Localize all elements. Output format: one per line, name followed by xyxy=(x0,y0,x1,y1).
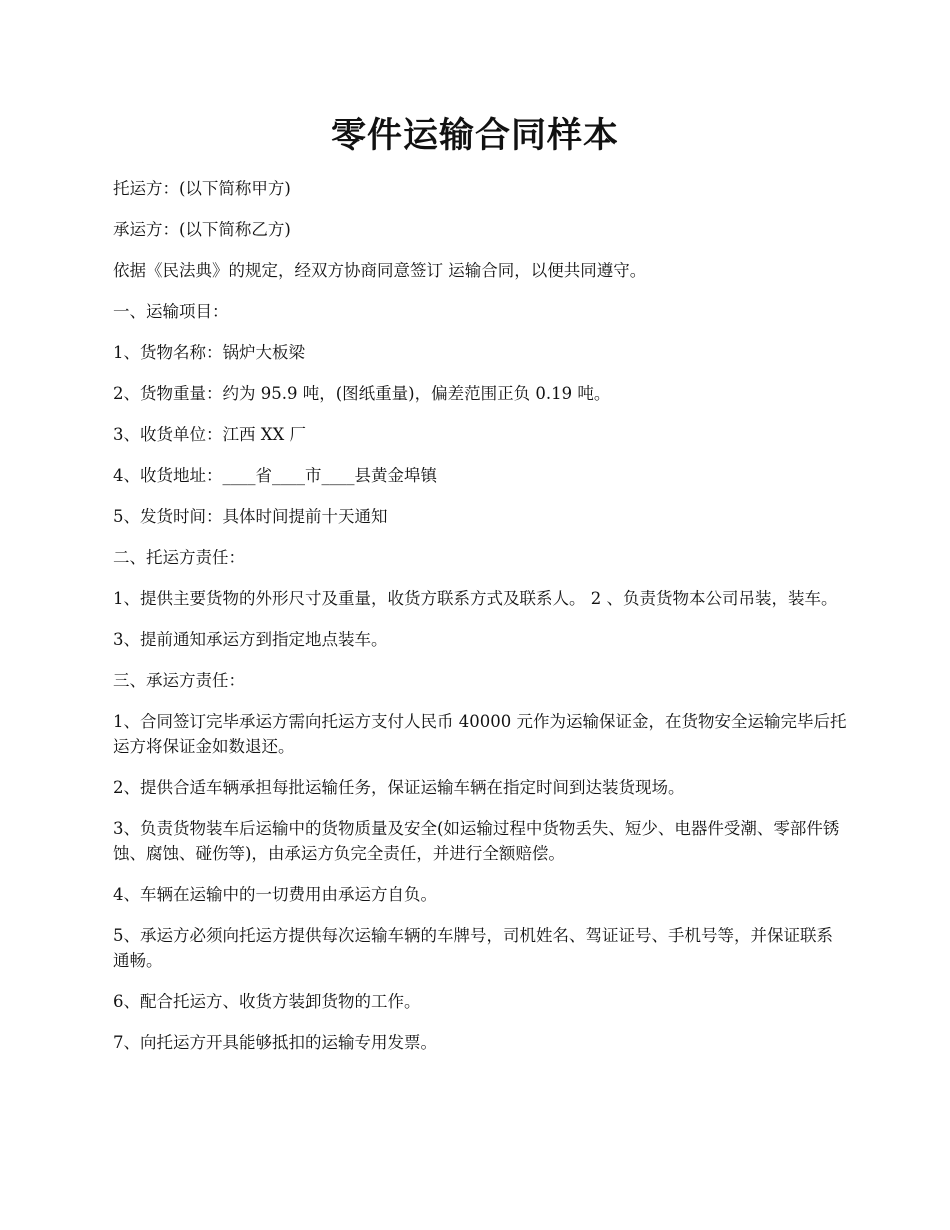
clause-carrier-duty-5: 5、承运方必须向托运方提供每次运输车辆的车牌号，司机姓名、驾证证号、手机号等，并保证联系通畅。 xyxy=(113,926,833,970)
clause-goods-name: 1、货物名称：锅炉大板梁 xyxy=(113,343,305,362)
shipper-line: 托运方：(以下简称甲方) xyxy=(113,179,291,198)
clause-shipper-duty-3: 3、提前通知承运方到指定地点装车。 xyxy=(113,630,388,649)
clause-shipping-time: 5、发货时间：具体时间提前十天通知 xyxy=(113,507,388,526)
clause-shipper-duty-1-2: 1、提供主要货物的外形尺寸及重量，收货方联系方式及联系人。 2 、负责货物本公司吊装，装车。 xyxy=(113,589,838,608)
carrier-line: 承运方：(以下简称乙方) xyxy=(113,220,291,239)
clause-carrier-duty-1: 1、合同签订完毕承运方需向托运方支付人民币 40000 元作为运输保证金，在货物安全运输完毕后托运方将保证金如数退还。 xyxy=(113,712,847,756)
section-heading-carrier-duties: 三、承运方责任： xyxy=(113,671,245,690)
clause-carrier-duty-4: 4、车辆在运输中的一切费用由承运方自负。 xyxy=(113,885,437,904)
document-body xyxy=(113,176,848,1071)
clause-carrier-duty-6: 6、配合托运方、收货方装卸货物的工作。 xyxy=(113,992,421,1011)
clause-carrier-duty-7: 7、向托运方开具能够抵扣的运输专用发票。 xyxy=(113,1033,437,1052)
clause-receiving-address: 4、收货地址：____省____市____县黄金埠镇 xyxy=(113,466,437,485)
section-heading-shipper-duties: 二、托运方责任： xyxy=(113,548,245,567)
clause-receiving-unit: 3、收货单位：江西 XX 厂 xyxy=(113,425,306,444)
document-title: 零件运输合同样本 xyxy=(330,116,619,156)
preamble: 依据《民法典》的规定，经双方协商同意签订 运输合同，以便共同遵守。 xyxy=(113,261,647,280)
clause-goods-weight: 2、货物重量：约为 95.9 吨，(图纸重量)，偏差范围正负 0.19 吨。 xyxy=(113,384,611,403)
section-heading-transport-items: 一、运输项目： xyxy=(113,302,229,321)
clause-carrier-duty-3: 3、负责货物装车后运输中的货物质量及安全(如运输过程中货物丢失、短少、电器件受潮、零部件锈蚀、腐蚀、碰伤等)，由承运方负完全责任，并进行全额赔偿。 xyxy=(113,819,840,863)
clause-carrier-duty-2: 2、提供合适车辆承担每批运输任务，保证运输车辆在指定时间到达装货现场。 xyxy=(113,778,685,797)
